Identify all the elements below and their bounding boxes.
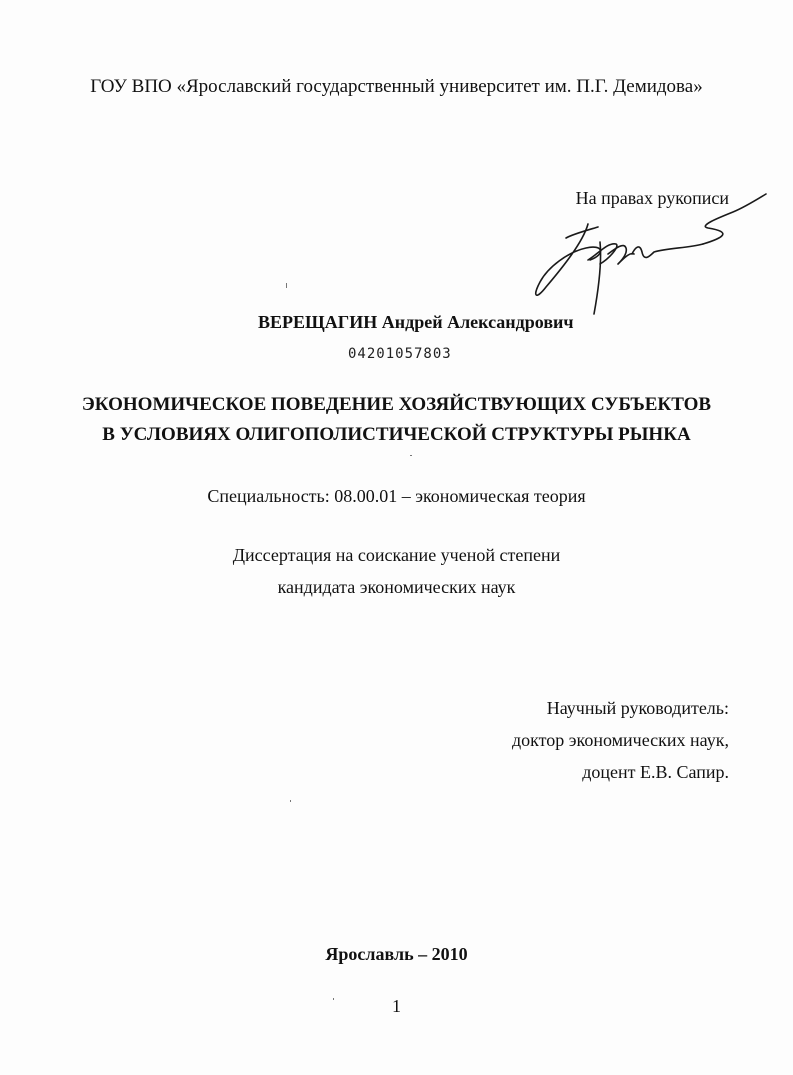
dissertation-title-line-1: ЭКОНОМИЧЕСКОЕ ПОВЕДЕНИЕ ХОЗЯЙСТВУЮЩИХ СУБЪЕКТОВ [81,394,712,415]
specialty: Специальность: 08.00.01 – экономическая теория [207,486,586,506]
dissertation-type-line-1: Диссертация на соискание ученой степени [232,545,561,565]
library-code: 04201057803 [348,346,452,362]
dissertation-type-line-2: кандидата экономических наук [277,577,516,597]
city-year: Ярославль – 2010 [325,944,468,964]
author-name: ВЕРЕЩАГИН Андрей Александрович [258,312,574,332]
supervisor-degree: доктор экономических наук, [512,730,729,750]
supervisor-role: Научный руководитель: [546,698,729,718]
scan-speck [290,800,291,802]
institution-name: ГОУ ВПО «Ярославский государственный университет им. П.Г. Демидова» [90,76,703,97]
supervisor-name: доцент Е.В. Сапир. [582,762,729,782]
handwritten-signature-icon [528,182,778,322]
scan-speck [286,283,287,288]
scan-speck [333,998,334,1000]
manuscript-note: На правах рукописи [575,188,729,208]
scan-speck [410,455,412,456]
dissertation-title-line-2: В УСЛОВИЯХ ОЛИГОПОЛИСТИЧЕСКОЙ СТРУКТУРЫ РЫНКА [102,424,691,445]
page-number: 1 [392,996,401,1016]
